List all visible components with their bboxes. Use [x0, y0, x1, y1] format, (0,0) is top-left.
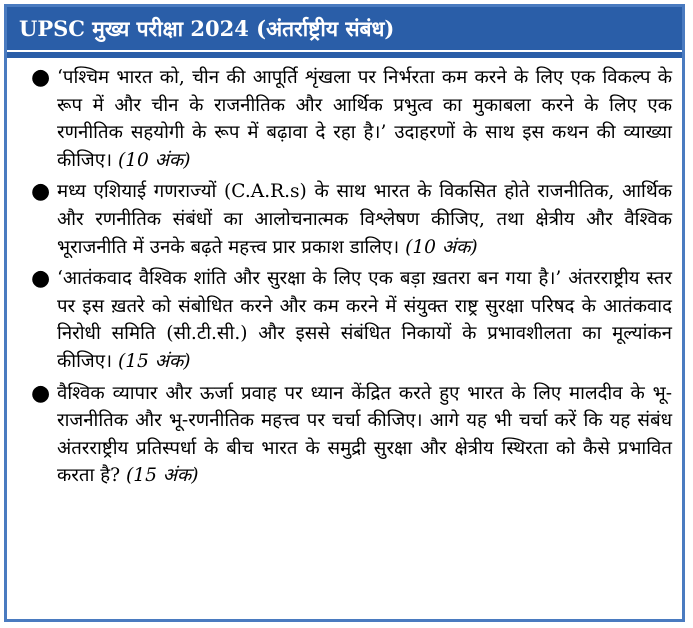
bullet-icon: ● [31, 266, 51, 292]
question-text: मध्य एशियाई गणराज्यों (C.A.R.s) के साथ भारत के विकसित होते राजनीतिक, आर्थिक और रणनीतिक संबंधों का आलोचनात्मक विश्लेषण कीजिए, तथा क्षेत्रीय और वैश्विक भूराजनीति में उनके बढ़ते महत्त्व प्रार प्रकाश डालिए। [57, 181, 672, 258]
question-text: वैश्विक व्यापार और ऊर्जा प्रवाह पर ध्यान केंद्रित करते हुए भारत के लिए मालदीव के भू-राजनीतिक और भू-रणनीतिक महत्त्व पर चर्चा कीजिए। आगे यह भी चर्चा करें कि यह संबंध अंतरराष्ट्रीय प्रतिस्पर्धा के बीच भारत के समुद्री सुरक्षा और क्षेत्रीय स्थिरता को कैसे प्रभावित करता है? [57, 382, 672, 487]
question-marks: (15 अंक) [117, 350, 191, 372]
question-card [4, 4, 685, 622]
page-title: UPSC मुख्य परीक्षा 2024 (अंतर्राष्ट्रीय संबंध) [7, 7, 682, 50]
question-text: ‘पश्चिम भारत को, चीन की आपूर्ति शृंखला पर निर्भरता कम करने के लिए एक विकल्प के रूप में और चीन के राजनीतिक और आर्थिक प्रभुत्व का मुकाबला करने के लिए एक रणनीतिक सहयोगी के रूप में बढ़ावा दे रहा है।’ उदाहरणों के साथ इस कथन की व्याख्या कीजिए। [57, 67, 672, 171]
question-marks: (10 अंक) [405, 236, 478, 258]
question-text: ‘आतंकवाद वैश्विक शांति और सुरक्षा के लिए एक बड़ा ख़तरा बन गया है।’ अंतरराष्ट्रीय स्तर पर इस ख़तरे को संबोधित करने और कम करने में संयुक्त राष्ट्र सुरक्षा परिषद के आतंकवाद निरोधी समिति (सी.टी.सी.) और इससे संबंधित निकायों के प्रभावशीलता का मूल्यांकन कीजिए। [57, 268, 672, 372]
bullet-icon: ● [31, 65, 51, 90]
question-list [7, 58, 682, 490]
question-item [29, 178, 672, 261]
question-item [29, 380, 672, 490]
bullet-icon: ● [31, 179, 51, 205]
header-divider [7, 50, 682, 58]
question-item [29, 265, 672, 375]
question-marks: (10 अंक) [117, 149, 191, 171]
question-marks: (15 अंक) [125, 465, 199, 487]
question-item [29, 64, 672, 174]
bullet-icon: ● [31, 380, 51, 406]
